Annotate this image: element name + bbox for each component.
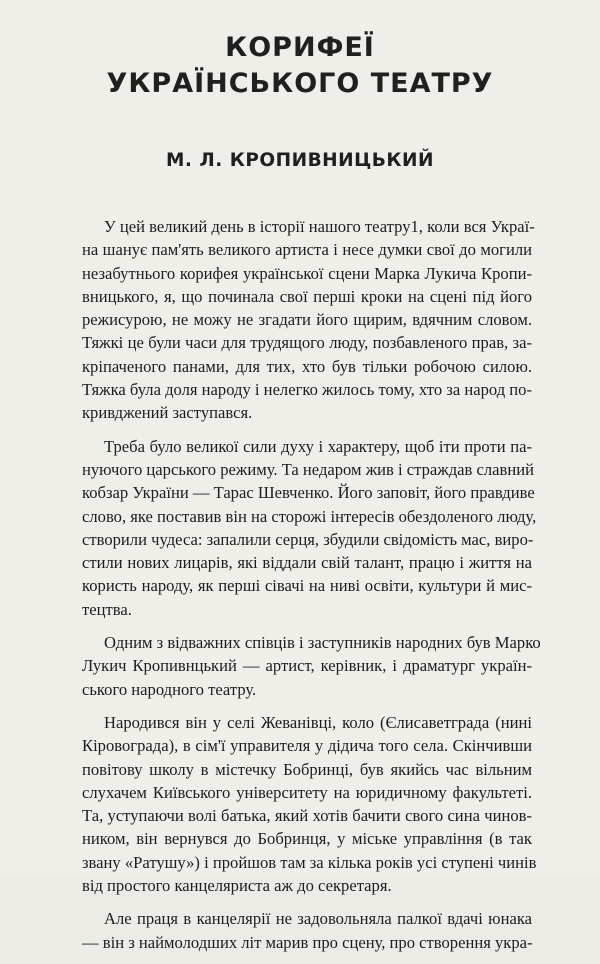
text-line: тецтва.: [82, 599, 132, 619]
text-line: слово, яке поставив він на сторожі інтересів обездоленого люду,: [82, 506, 537, 526]
text-line: режисурою, не можу не згадати його щирим, вдячним словом.: [82, 310, 532, 330]
header: [0, 0, 600, 171]
text-line: кріпаченого панами, для тих, хто був тільки робочою силою.: [82, 356, 532, 376]
text-line: вницького, я, що починала свої перші кроки на сцені під його: [82, 286, 532, 306]
text-line: нуючого царського режиму. Та недаром жив і страждав славний: [82, 459, 534, 479]
text-line: — він з наймолодших літ марив про сцену, про створення укра-: [82, 932, 533, 952]
text-line: У цей великий день в історії нашого театру1, коли вся Украї-: [104, 217, 535, 236]
title-line-2: УКРАЇНСЬКОГО ТЕАТРУ: [106, 68, 494, 99]
paragraph: [82, 711, 537, 897]
article-body: [82, 215, 541, 964]
text-line: стили нових лицарів, які віддали свій талант, працю і життя на: [82, 553, 532, 573]
text-line: повітову школу в містечку Бобринці, був якийсь час вільним: [82, 759, 532, 779]
text-line: ського народного театру.: [82, 679, 257, 699]
text-line: користь народу, як перші сівачі на ниві освіти, культури й мис-: [82, 576, 532, 596]
text-line: слухачем Київського університету на юридичному факультеті.: [82, 782, 532, 802]
text-line: Народився він у селі Жеванівці, коло (Єлисаветграда (нині: [104, 712, 532, 732]
subtitle: М. Л. КРОПИВНИЦЬКИЙ: [165, 150, 434, 171]
text-line: кобзар України — Тарас Шевченко. Його заповіт, його правдиве: [82, 483, 535, 503]
title-line-1: КОРИФЕЇ: [225, 32, 375, 63]
text-line: кривджений заступався.: [82, 403, 253, 423]
text-line: Треба було великої сили духу і характеру, щоб іти проти па-: [104, 436, 532, 456]
text-line: Та, уступаючи волі батька, який хотів бачити свого сина чинов-: [82, 806, 532, 826]
text-line: Лукич Кропивнцький — артист, керівник, і драматург україн-: [82, 656, 532, 676]
paragraph: [82, 215, 535, 425]
paragraph: [82, 907, 532, 954]
text-line: на шанує пам'ять великого артиста і несе думки свої до могили: [82, 240, 532, 260]
text-line: звану «Ратушу») і пройшов там за кілька років усі ступені чинів: [82, 852, 537, 872]
text-line: Тяжкі це були часи для трудящого люду, позбавленого прав, за-: [82, 333, 532, 353]
text-line: створили чудеса: запалили серця, збудили свідомість мас, виро-: [82, 529, 534, 549]
text-line: від простого канцеляриста аж до секретаря.: [82, 876, 392, 896]
text-line: незабутнього корифея української сцени Марка Лукича Кропи-: [82, 263, 532, 283]
text-line: ником, він вернувся до Бобринця, у міське управління (в так: [82, 829, 532, 849]
text-line: Одним з відважних співців і заступників народних був Марко: [104, 633, 541, 653]
text-line: Тяжка була доля народу і нелегко жилось тому, хто за народ по-: [82, 380, 532, 400]
paragraph: [82, 631, 541, 701]
text-line: Але праця в канцелярії не задовольняла палкої вдачі юнака: [104, 909, 532, 929]
text-line: Кіровограда), в сім'ї управителя у дідича того села. Скінчивши: [82, 736, 532, 756]
paragraph: [82, 435, 537, 621]
